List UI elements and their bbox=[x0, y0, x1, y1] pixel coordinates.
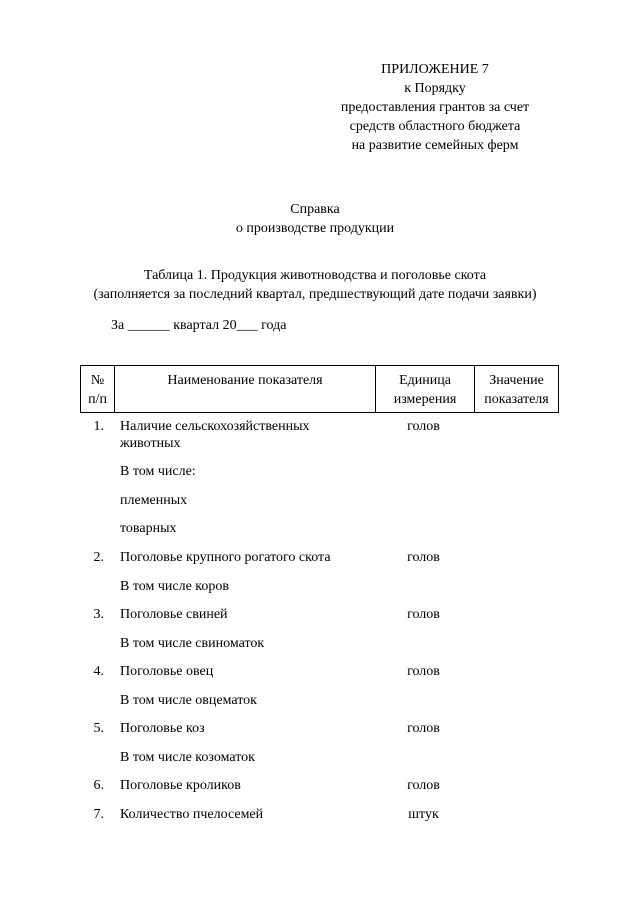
table-title: Таблица 1. Продукция животноводства и поголовье скота bbox=[143, 268, 487, 283]
row-name: В том числе овцематок bbox=[120, 693, 257, 708]
table-note: (заполняется за последний квартал, предшествующий дате подачи заявки) bbox=[93, 287, 537, 302]
row-number: 1. bbox=[93, 419, 104, 434]
table-caption bbox=[40, 266, 590, 304]
appendix-line: к Порядку bbox=[404, 81, 466, 96]
appendix-line: средств областного бюджета bbox=[349, 119, 521, 134]
header-unit bbox=[376, 366, 475, 413]
row-name: Поголовье коз bbox=[120, 721, 205, 736]
row-number: 2. bbox=[93, 550, 104, 565]
appendix-line: предоставления грантов за счет bbox=[340, 100, 530, 115]
header-name-text: Наименование показателя bbox=[167, 373, 323, 388]
document-title-block bbox=[130, 200, 500, 238]
row-number: 4. bbox=[93, 664, 104, 679]
row-name: Наличие сельскохозяйственных bbox=[120, 419, 310, 434]
row-name: Количество пчелосемей bbox=[120, 807, 264, 822]
appendix-line: на развитие семейных ферм bbox=[351, 138, 519, 153]
row-name: племенных bbox=[120, 493, 188, 508]
row-name: В том числе: bbox=[120, 464, 196, 479]
appendix-header bbox=[300, 60, 570, 155]
row-name: товарных bbox=[120, 521, 177, 536]
header-num-line1: № bbox=[90, 373, 105, 388]
row-number: 7. bbox=[93, 807, 104, 822]
row-name: В том числе козоматок bbox=[120, 750, 255, 765]
row-name: Поголовье крупного рогатого скота bbox=[120, 550, 331, 565]
document-subtitle: о производстве продукции bbox=[235, 221, 395, 236]
header-num-line2: п/п bbox=[88, 392, 107, 407]
row-number: 5. bbox=[93, 721, 104, 736]
document-title: Справка bbox=[290, 202, 340, 217]
header-value-line1: Значение bbox=[489, 373, 544, 388]
row-name: животных bbox=[120, 436, 181, 451]
appendix-line: ПРИЛОЖЕНИЕ 7 bbox=[381, 62, 489, 77]
header-unit-line1: Единица bbox=[399, 373, 451, 388]
row-name: Поголовье кроликов bbox=[120, 778, 241, 793]
row-unit: голов bbox=[407, 607, 440, 622]
row-name: В том числе свиноматок bbox=[120, 636, 265, 651]
row-unit: голов bbox=[407, 778, 440, 793]
row-unit: голов bbox=[407, 550, 440, 565]
row-unit: штук bbox=[408, 807, 439, 822]
row-number: 6. bbox=[93, 778, 104, 793]
row-unit: голов bbox=[407, 721, 440, 736]
row-unit: голов bbox=[407, 419, 440, 434]
row-name: В том числе коров bbox=[120, 579, 230, 594]
table-header bbox=[80, 365, 559, 413]
header-name bbox=[115, 366, 376, 413]
header-num bbox=[81, 366, 115, 413]
row-name: Поголовье овец bbox=[120, 664, 214, 679]
row-number: 3. bbox=[93, 607, 104, 622]
header-value-line2: показателя bbox=[484, 392, 549, 407]
header-unit-line2: измерения bbox=[393, 392, 457, 407]
header-value bbox=[475, 366, 559, 413]
row-name: Поголовье свиней bbox=[120, 607, 228, 622]
period-line: За ______ квартал 20___ года bbox=[111, 318, 287, 333]
row-unit: голов bbox=[407, 664, 440, 679]
